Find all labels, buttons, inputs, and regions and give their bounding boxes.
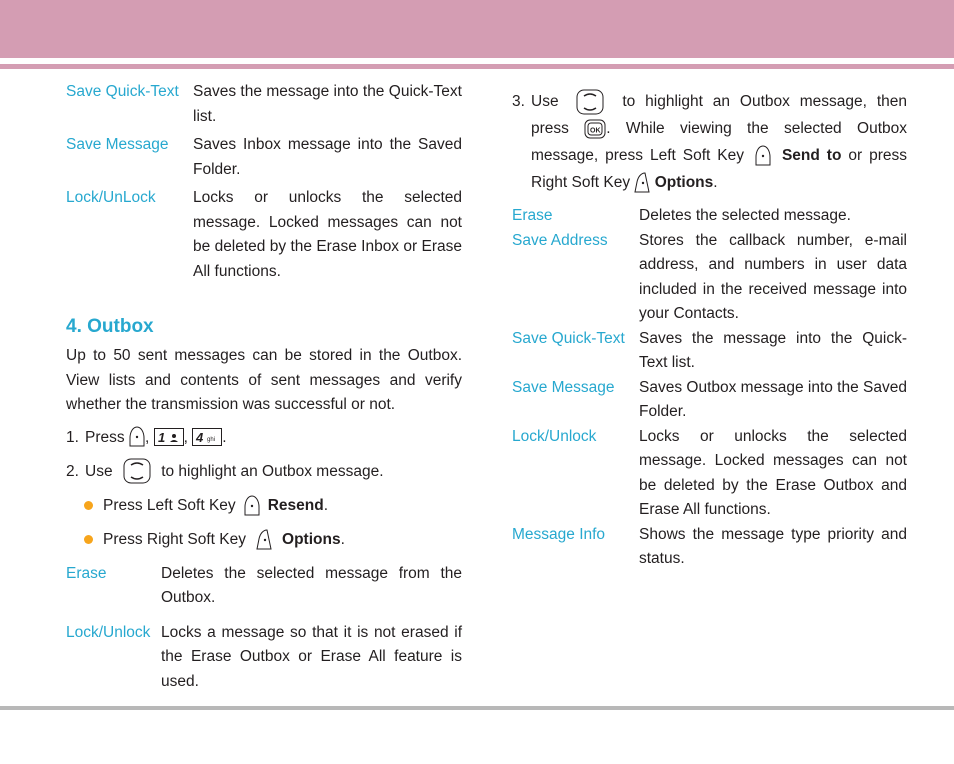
step-text <box>85 424 227 451</box>
term-label: Lock/Unlock <box>66 623 151 641</box>
separator: , <box>144 428 150 446</box>
term-description: Deletes the selected message from the Outbox. <box>161 564 462 606</box>
definition-item <box>66 186 462 284</box>
step-3-mid2: . While viewing the selected Outbox message, press Left Soft Key <box>531 120 908 164</box>
term-description: Deletes the selected message. <box>639 207 851 224</box>
step-2 <box>66 458 462 485</box>
term-label: Save Quick-Text <box>66 83 179 100</box>
definition-item <box>512 523 907 572</box>
term-description: Saves the message into the Quick-Text list. <box>193 83 462 125</box>
definition-item <box>66 80 462 129</box>
key-4-digit: 4 <box>196 430 204 446</box>
definition-item <box>512 327 907 376</box>
step-3-mid3: or press Right Soft Key <box>531 147 908 191</box>
definition-item <box>512 229 907 327</box>
term-description: Saves the message into the Quick-Text list. <box>639 329 907 371</box>
term-label: Save Address <box>512 231 608 249</box>
header-band <box>0 0 954 58</box>
step-number: 1. <box>66 428 79 446</box>
term-description: Saves Outbox message into the Saved Folder. <box>639 378 907 420</box>
term-label: Save Quick-Text <box>512 329 625 347</box>
definition-item <box>512 376 907 425</box>
step-text <box>85 458 384 485</box>
right-soft-key-icon <box>634 172 650 194</box>
step-3-bold1: Send to <box>781 147 842 164</box>
term-description: Stores the callback number, e-mail address, and numbers in user data included in the received message into your Contacts. <box>639 231 907 322</box>
left-soft-key-icon <box>129 426 145 448</box>
right-column <box>512 88 907 572</box>
header-rule <box>0 64 954 69</box>
bullet-bold: Resend <box>267 496 324 514</box>
term-label: Save Message <box>66 136 169 153</box>
term-label: Save Message <box>512 378 615 396</box>
key-1-digit: 1 <box>157 430 165 446</box>
definition-item <box>66 621 462 695</box>
bullet-item <box>66 528 462 552</box>
term-description: Shows the message type priority and status. <box>639 525 907 567</box>
separator: . <box>713 174 718 191</box>
ok-key-label: OK <box>590 127 601 135</box>
separator: . <box>222 428 227 446</box>
separator: . <box>323 496 328 514</box>
term-description: Locks or unlocks the selected message. Locked messages can not be deleted by the Erase Outbox and Erase All functions. <box>639 427 907 518</box>
step-3 <box>512 88 907 196</box>
nav-key-icon <box>123 458 151 484</box>
step-2-post: to highlight an Outbox message. <box>161 462 384 480</box>
step-3-bold2: Options <box>654 174 714 191</box>
step-1-text: Press <box>85 428 125 446</box>
step-number: 3. <box>512 93 525 110</box>
term-label: Erase <box>512 207 553 224</box>
section-heading: 4. Outbox <box>66 316 154 337</box>
left-column <box>66 80 462 694</box>
step-2-pre: Use <box>85 462 113 480</box>
separator: , <box>183 428 188 446</box>
key-4-letters: ghi <box>207 437 216 444</box>
step-3-mid1: to highlight an Outbox message, then press <box>531 93 908 137</box>
term-label: Lock/UnLock <box>66 189 156 206</box>
step-text <box>531 88 907 196</box>
left-soft-key-icon <box>244 495 260 517</box>
term-description: Locks a message so that it is not erased if the Erase Outbox or Erase All feature is used. <box>161 623 462 690</box>
term-label: Erase <box>66 564 107 582</box>
definition-item <box>512 425 907 523</box>
intro-paragraph: Up to 50 sent messages can be stored in the Outbox. View lists and contents of sent messages and verify whether the transmission was successful or not. <box>66 347 462 413</box>
term-description: Saves Inbox message into the Saved Folder. <box>193 136 462 178</box>
key-1-icon <box>154 428 184 446</box>
term-label: Lock/Unlock <box>512 427 597 445</box>
ok-key-icon <box>584 119 606 139</box>
step-1 <box>66 424 462 451</box>
step-number: 2. <box>66 462 79 480</box>
bullet-bold: Options <box>282 530 341 548</box>
bullet-dot <box>84 535 93 544</box>
key-4-icon <box>192 428 222 446</box>
bullet-dot <box>84 501 93 510</box>
bullet-item <box>66 494 462 518</box>
right-soft-key-icon <box>256 529 272 551</box>
bullet-text: Press Right Soft Key <box>103 530 247 548</box>
nav-key-icon <box>576 89 604 115</box>
term-label: Message Info <box>512 525 606 543</box>
step-3-pre: Use <box>531 93 559 110</box>
definition-item <box>66 133 462 182</box>
term-description: Locks or unlocks the selected message. Locked messages can not be deleted by the Erase Inbox or Erase All functions. <box>193 189 462 280</box>
bullet-text: Press Left Soft Key <box>103 496 236 514</box>
footer-rule <box>0 706 954 710</box>
separator: . <box>340 530 345 548</box>
definition-item <box>66 562 462 611</box>
left-soft-key-icon <box>755 145 771 167</box>
definition-item <box>512 204 907 229</box>
